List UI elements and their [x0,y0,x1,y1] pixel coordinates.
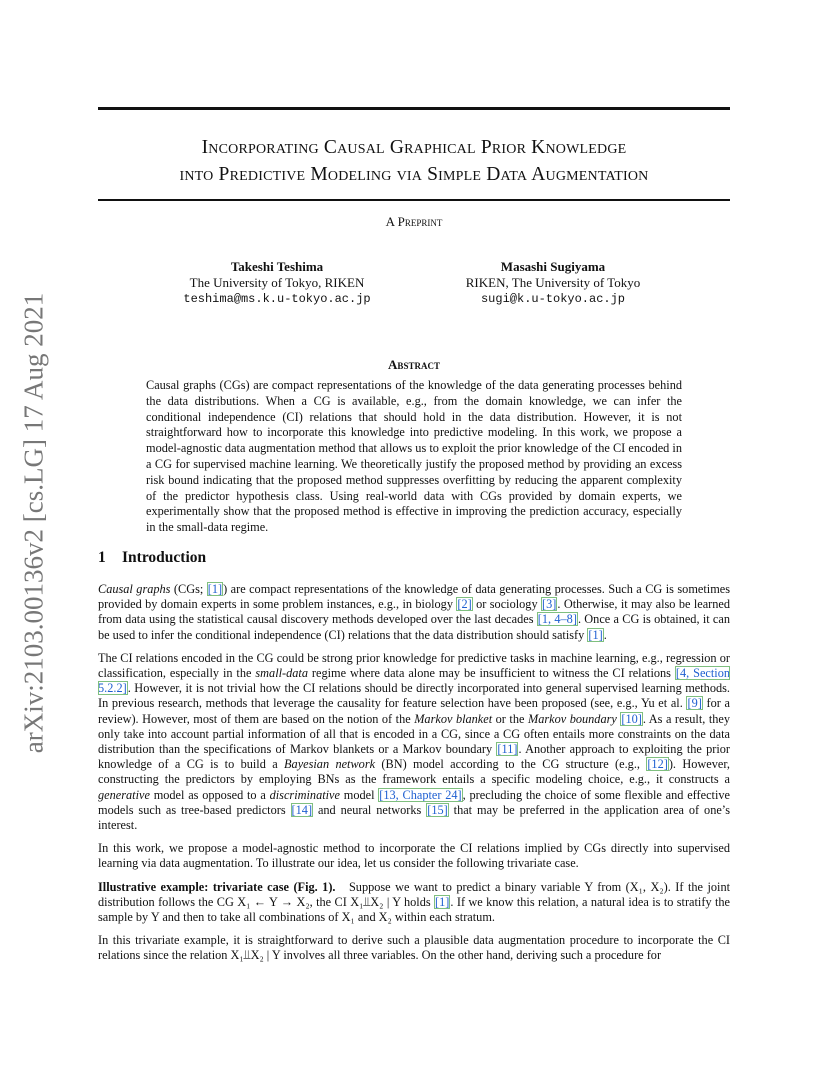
author-2-affiliation: RIKEN, The University of Tokyo [465,275,641,290]
preprint-label: A Preprint [385,214,443,229]
term-causal-graphs: Causal graphs [98,582,171,596]
citation[interactable]: [4, Section 5.2.2] [98,666,730,696]
title-line-1: Incorporating Causal Graphical Prior Knowledge [201,137,627,158]
citation[interactable]: [1, 4–8] [537,612,577,627]
citation[interactable]: [13, Chapter 24] [379,787,462,802]
citation[interactable]: [1] [207,582,223,596]
citation[interactable]: [3] [542,597,557,612]
abstract-text: Causal graphs (CGs) are compact representations of the knowledge of the data generating processes behind the data distributions. When a CG is available, e.g., from the domain knowledge, we can infer the conditional independence (CI) relations that should hold in the data distribution. However, it is not straightforward how to incorporate this knowledge into predictive modeling. In this work, we propose a model-agnostic data augmentation method that allows us to exploit the prior knowledge of the CI encoded in a CG for supervised machine learning. We theoretically justify the proposed method by providing an excess risk bound indicating that the proposed method suppresses overfitting by reducing the apparent complexity of the predictor hypothesis class. Using real-world data with CGs provided by domain experts, we experimentally show that the proposed method is effective in improving the prediction accuracy, especially in the small-data regime. [146,378,682,535]
paragraph-2: The CI relations encoded in the CG could be strong prior knowledge for predictive tasks in machine learning, e.g., regression or classification, especially in the small-data regime where data alone may be insufficient to witness the CI relations [4, Section 5.2.2]. However, it is not trivial how the CI relations should be directly incorporated into general supervised learning methods. In previous research, methods that leverage the causality for feature selection have been proposed (see, e.g., Yu et al. [9] for a review). However, most of them are based on the notion of the Markov blanket or the Markov boundary [10]. As a result, they only take into account partial information of all that is encoded in a CG, since a CG often entails more constraints on the data distribution than the specifications of Markov blankets or a Markov boundary [11]. Another approach to exploiting the prior knowledge of a CG is to build a Bayesian network (BN) model according to the CG structure (e.g., [12]). However, constructing the predictors by employing BNs as the framework entails a specific modeling choice, e.g., it constructs a generative model as opposed to a discriminative model [13, Chapter 24], precluding the choice of some flexible and effective models such as tree-based predictors [14] and neural networks [15] that may be preferred in the application area of one’s interest. [98,650,730,833]
paragraph-4: Illustrative example: trivariate case (Fig. 1). Suppose we want to predict a binary variable Y from (X₁, X₂). If the joint distribution follows the CG X₁ ← Y → X₂, the CI X₁⫫X₂ | Y holds [1]. If we know this relation, a natural idea is to stratify the sample by Y and then to take all combinations of X₁ and X₂ within each stratum. [98,879,731,925]
arxiv-stamp-text: arXiv:2103.00136v2 [cs.LG] 17 Aug 2021 [18,292,49,754]
author-2-name: Masashi Sugiyama [500,259,606,274]
section-title: Introduction [122,549,207,566]
arxiv-stamp [14,288,54,758]
abstract-heading: Abstract [388,357,440,372]
paragraph-label: Illustrative example: trivariate case (Fig. 1). [98,879,336,894]
author-1-affiliation: The University of Tokyo, RIKEN [189,275,365,290]
paragraph-1: Causal graphs (CGs; [1]) are compact representations of the knowledge of data generating processes. Such a CG is sometimes provided by domain experts in some problem instances, e.g., in biology [2] or sociology [3]. Otherwise, it may also be learned from data using the statistical causal discovery methods developed over the last decades [1, 4–8]. Once a CG is obtained, it can be used to infer the conditional independence (CI) relations that the data distribution should satisfy [1]. [98,582,731,642]
author-2-email[interactable]: sugi@k.u-tokyo.ac.jp [480,292,626,306]
title-bottom-rule [98,199,730,201]
author-1-email[interactable]: teshima@ms.k.u-tokyo.ac.jp [183,292,371,306]
citation[interactable]: [12] [647,757,668,772]
paper-title [98,134,730,188]
paragraph-5: In this trivariate example, it is straightforward to derive such a plausible data augmentation procedure to incorporate the CI relations since the relation X₁⫫X₂ | Y involves all three variables. On the other hand, deriving such a procedure for [98,933,730,963]
top-rule [98,107,730,110]
citation[interactable]: [1] [588,627,603,642]
body-text [98,582,730,972]
citation[interactable]: [10] [621,711,642,726]
citation[interactable]: [2] [457,597,472,612]
citation[interactable]: [11] [497,742,518,757]
paragraph-3: In this work, we propose a model-agnostic method to incorporate the CI relations implied by CGs directly into supervised learning via data augmentation. To illustrate our idea, let us consider the following trivariate case. [98,841,730,871]
citation[interactable]: [15] [427,802,448,817]
author-1-name: Takeshi Teshima [230,259,324,274]
author-2 [428,259,678,307]
citation[interactable]: [14] [291,802,313,817]
citation[interactable]: [9] [687,696,702,711]
section-heading [98,549,206,567]
section-number: 1 [98,549,106,566]
title-line-2: into Predictive Modeling via Simple Data Augmentation [179,164,649,185]
author-1 [162,259,392,307]
citation[interactable]: [1] [435,894,450,909]
